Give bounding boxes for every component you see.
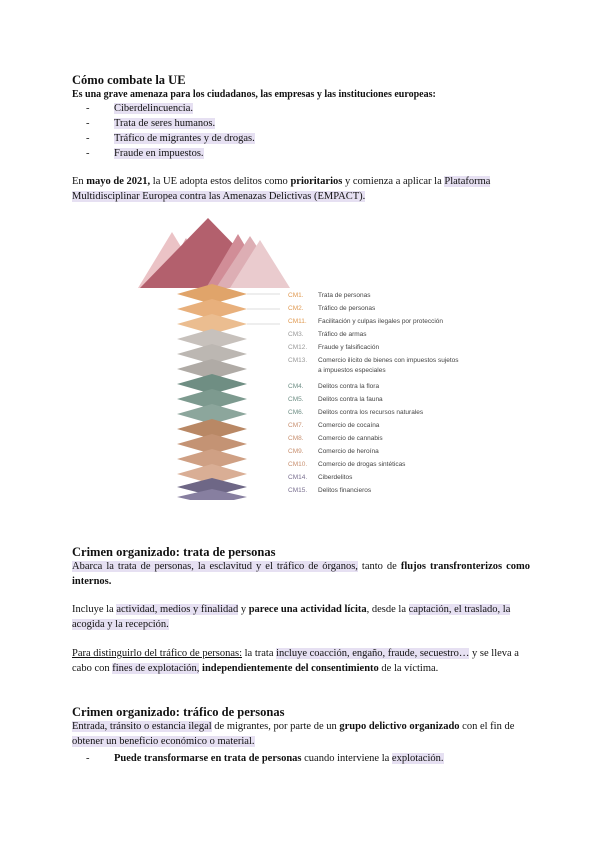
list-item: - Ciberdelincuencia. <box>86 103 194 114</box>
trata-paragraph-1: Abarca la trata de personas, la esclavitud y el tráfico de órganos, tanto de flujos transfronterizos como internos. <box>72 561 530 587</box>
connector-lines <box>247 294 280 324</box>
diamond-stack <box>177 284 247 500</box>
empact-priorities-diagram <box>120 210 480 500</box>
legend-item: CM10. Comercio de drogas sintéticas <box>288 461 406 468</box>
section-title-ue: Cómo combate la UE <box>72 73 186 87</box>
legend-item: CM5. Delitos contra la fauna <box>288 396 383 403</box>
triangles <box>138 218 290 288</box>
legend-item: CM8. Comercio de cannabis <box>288 435 383 442</box>
list-item: - Trata de seres humanos. <box>86 118 216 129</box>
trata-paragraph-3: Para distinguirlo del tráfico de personas: la trata incluye coacción, engaño, fraude, secuestro… y se lleva a cabo con fines de explotación, independientemente del consentimiento de la víctima. <box>72 648 519 674</box>
section-title-trafico: Crimen organizado: tráfico de personas <box>72 705 285 719</box>
list-item: - Puede transformarse en trata de personas cuando interviene la explotación. <box>86 753 444 764</box>
legend-item: CM2. Tráfico de personas <box>288 305 376 312</box>
trafico-paragraph: Entrada, tránsito o estancia ilegal de migrantes, por parte de un grupo delictivo organizado con el fin de obtener un beneficio económico o material. <box>72 721 515 747</box>
trafico-list <box>86 751 530 766</box>
legend-item: CM4. Delitos contra la flora <box>288 383 380 390</box>
list-item: - Tráfico de migrantes y de drogas. <box>86 133 255 144</box>
legend-item: CM9. Comercio de heroína <box>288 448 379 455</box>
legend-item: CM13. Comercio ilícito de bienes con impuestos sujetos <box>288 357 459 364</box>
section-subtitle: Es una grave amenaza para los ciudadanos, las empresas y las instituciones europeas: <box>72 89 436 100</box>
legend-item: CM11. Facilitación y culpas ilegales por protección <box>288 318 444 325</box>
legend-item: CM7. Comercio de cocaína <box>288 422 380 429</box>
legend-item: CM6. Delitos contra los recursos naturales <box>288 409 424 416</box>
diagram-legend <box>288 288 478 498</box>
list-item: - Fraude en impuestos. <box>86 148 204 159</box>
section-title-trata: Crimen organizado: trata de personas <box>72 545 276 559</box>
legend-item: CM12. Fraude y falsificación <box>288 344 380 351</box>
legend-item: CM14. Ciberdelitos <box>288 474 353 481</box>
legend-item: CM15. Delitos financieros <box>288 487 372 494</box>
legend-item: CM3. Tráfico de armas <box>288 331 367 338</box>
trata-paragraph-2: Incluye la actividad, medios y finalidad y parece una actividad lícita, desde la captación, el traslado, la acogida y la recepción. <box>72 604 511 630</box>
legend-item: a impuestos especiales <box>318 367 386 374</box>
crime-list <box>86 101 255 161</box>
empact-paragraph: En mayo de 2021, la UE adopta estos delitos como prioritarios y comienza a aplicar la Plataforma Multidisciplinar Europea contra las Amenazas Delictivas (EMPACT). <box>72 176 491 202</box>
legend-item: CM1. Trata de personas <box>288 292 371 299</box>
